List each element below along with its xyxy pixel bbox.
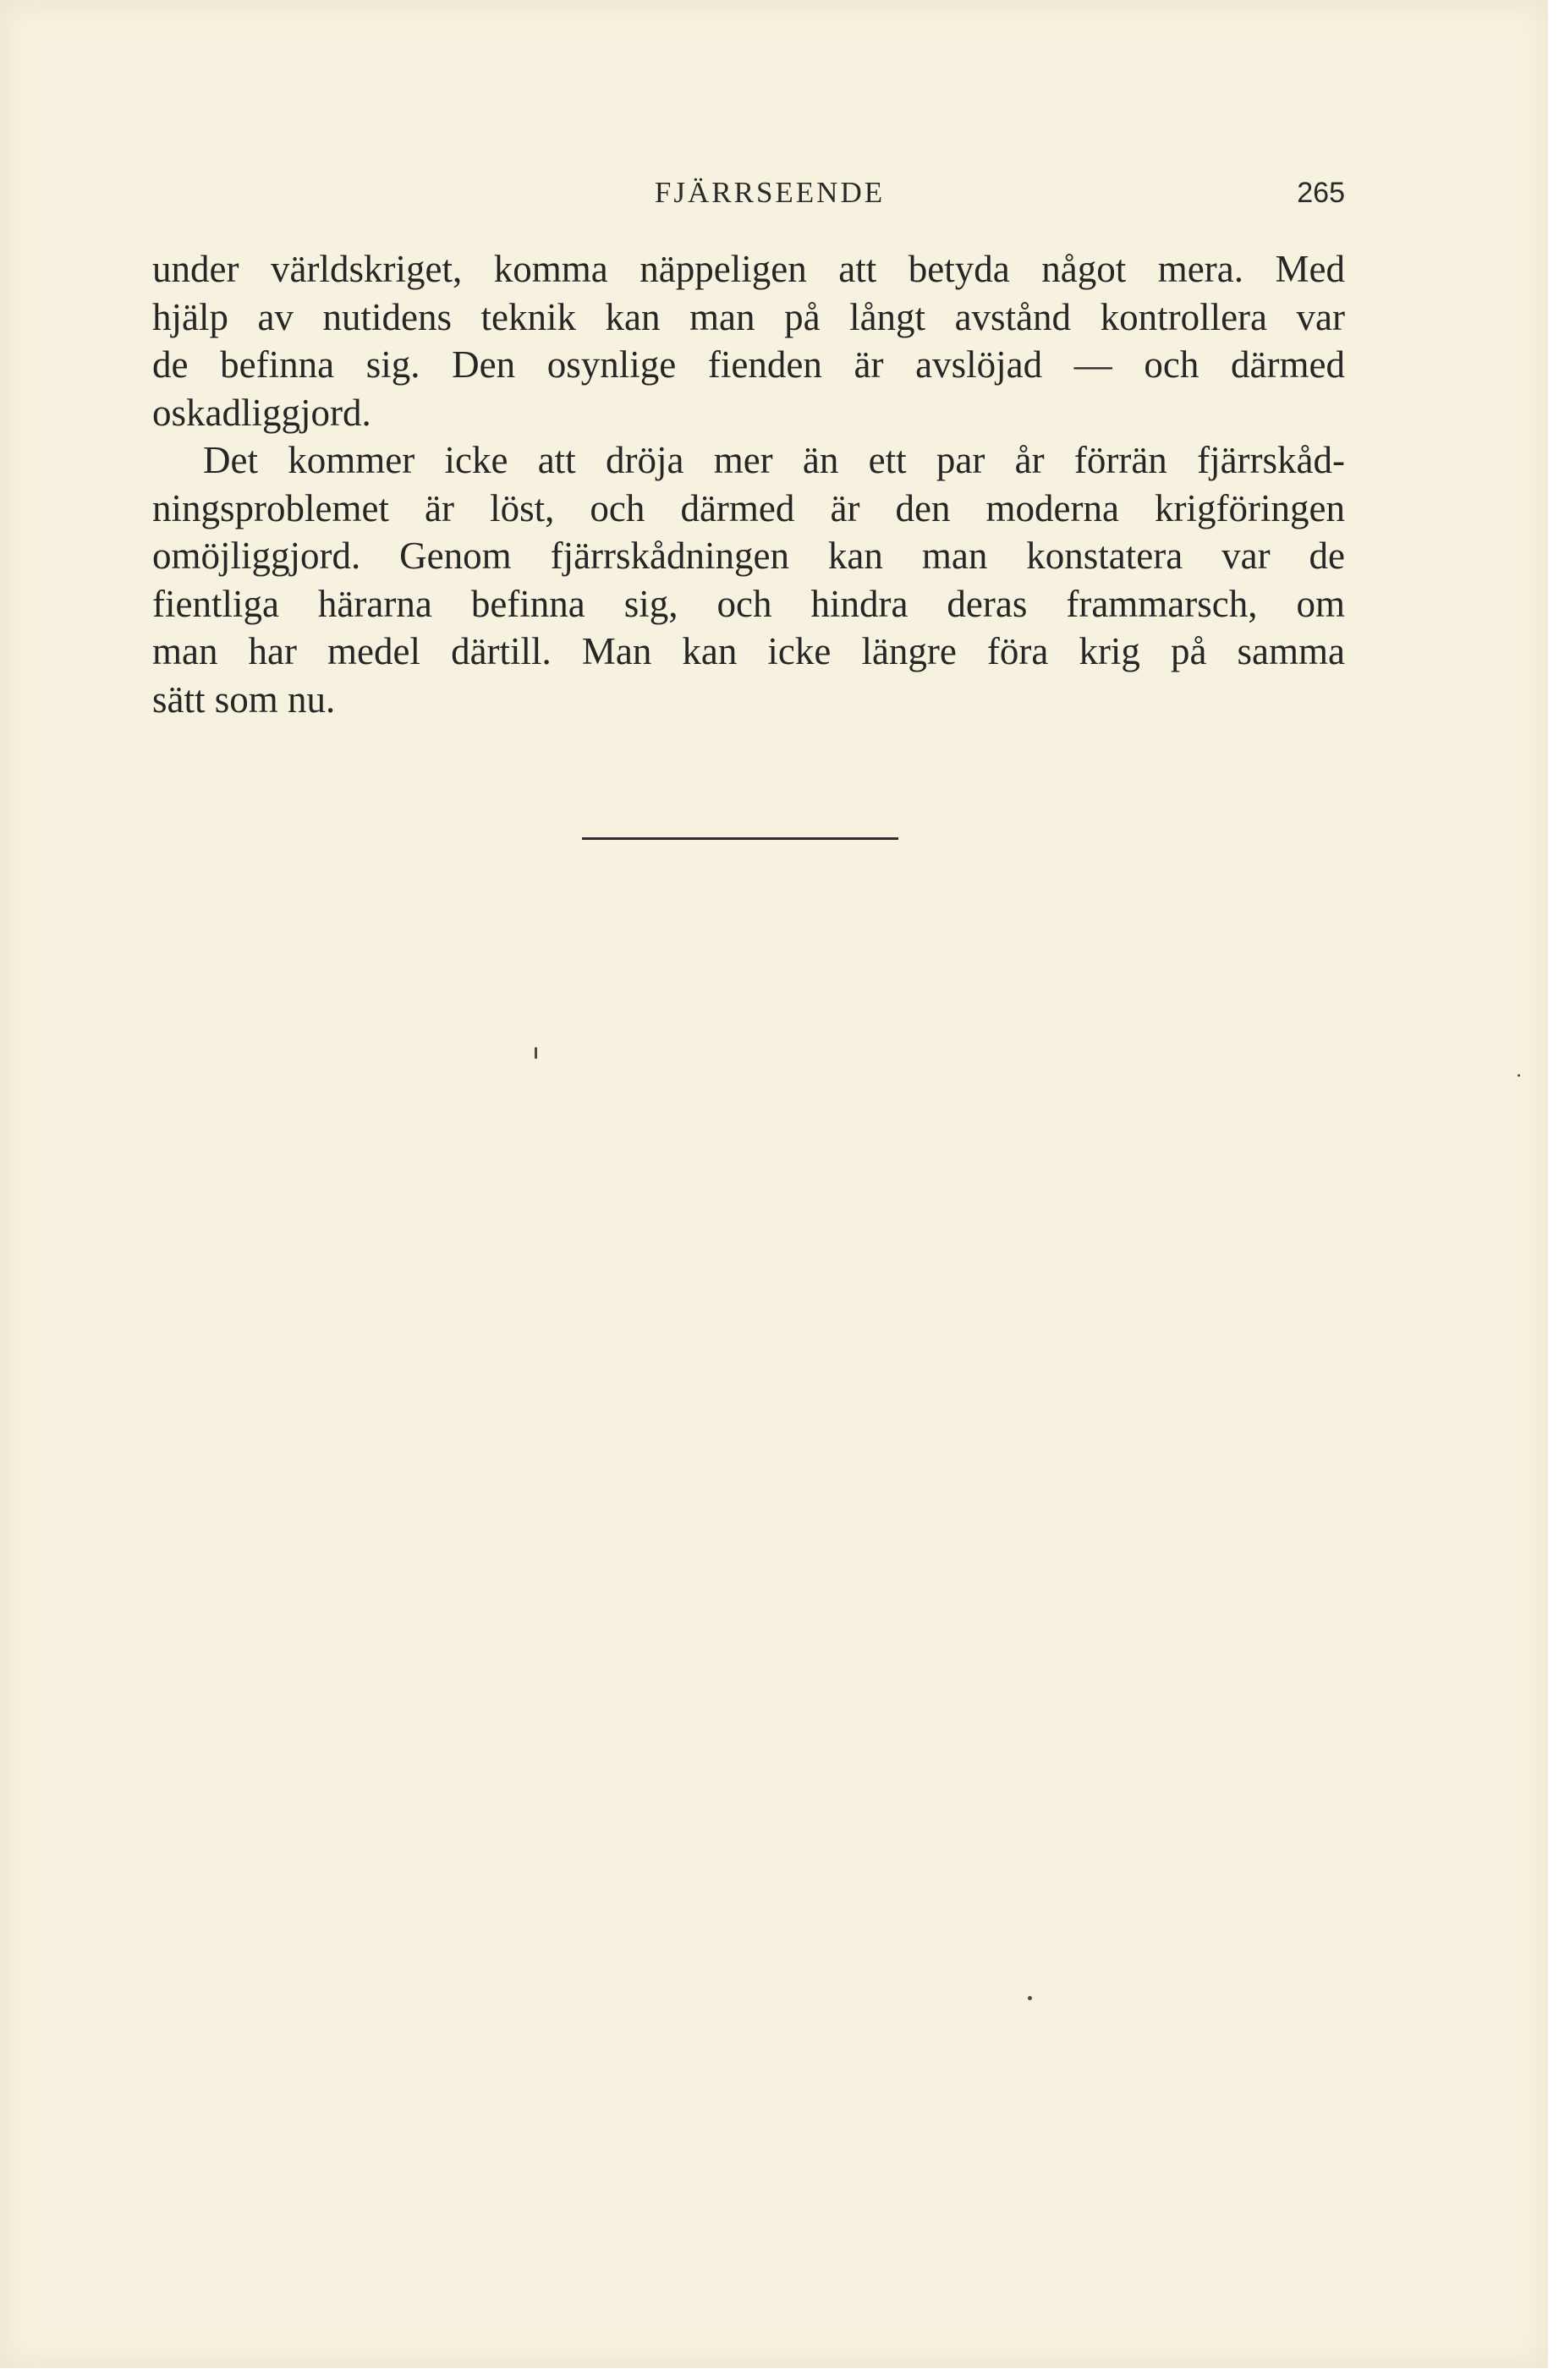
paper-speck <box>1028 1996 1032 2000</box>
text-line: oskadliggjord. <box>152 391 371 434</box>
text-line: ningsproblemet är löst, och därmed är den moderna krigföringen <box>152 486 1345 529</box>
section-divider-rule <box>582 837 898 840</box>
text-line: sätt som nu. <box>152 677 336 721</box>
text-line: under världskriget, komma näppeligen att betyda något mera. Med <box>152 248 1345 290</box>
text-line: Det kommer icke att dröja mer än ett par år förrän fjärrskåd- <box>203 439 1345 481</box>
scan-margin <box>1548 0 1559 2380</box>
page-number: 265 <box>1297 177 1345 209</box>
running-head <box>0 167 1548 218</box>
running-head-title: FJÄRRSEENDE <box>654 176 886 209</box>
text-line: omöjliggjord. Genom fjärrskådningen kan man konstatera var de <box>152 535 1345 577</box>
text-line: man har medel därtill. Man kan icke längre föra krig på samma <box>152 630 1345 672</box>
body-text <box>152 245 1345 723</box>
paper-speck <box>1518 1074 1520 1077</box>
text-line: fientliga härarna befinna sig, och hindra deras frammarsch, om <box>152 582 1345 625</box>
paragraph-1 <box>152 245 1345 436</box>
paragraph-2 <box>152 436 1345 723</box>
paper-speck <box>535 1047 537 1059</box>
text-line: hjälp av nutidens teknik kan man på långt avstånd kontrollera var <box>152 295 1345 338</box>
text-line: de befinna sig. Den osynlige fienden är avslöjad — och därmed <box>152 343 1345 386</box>
